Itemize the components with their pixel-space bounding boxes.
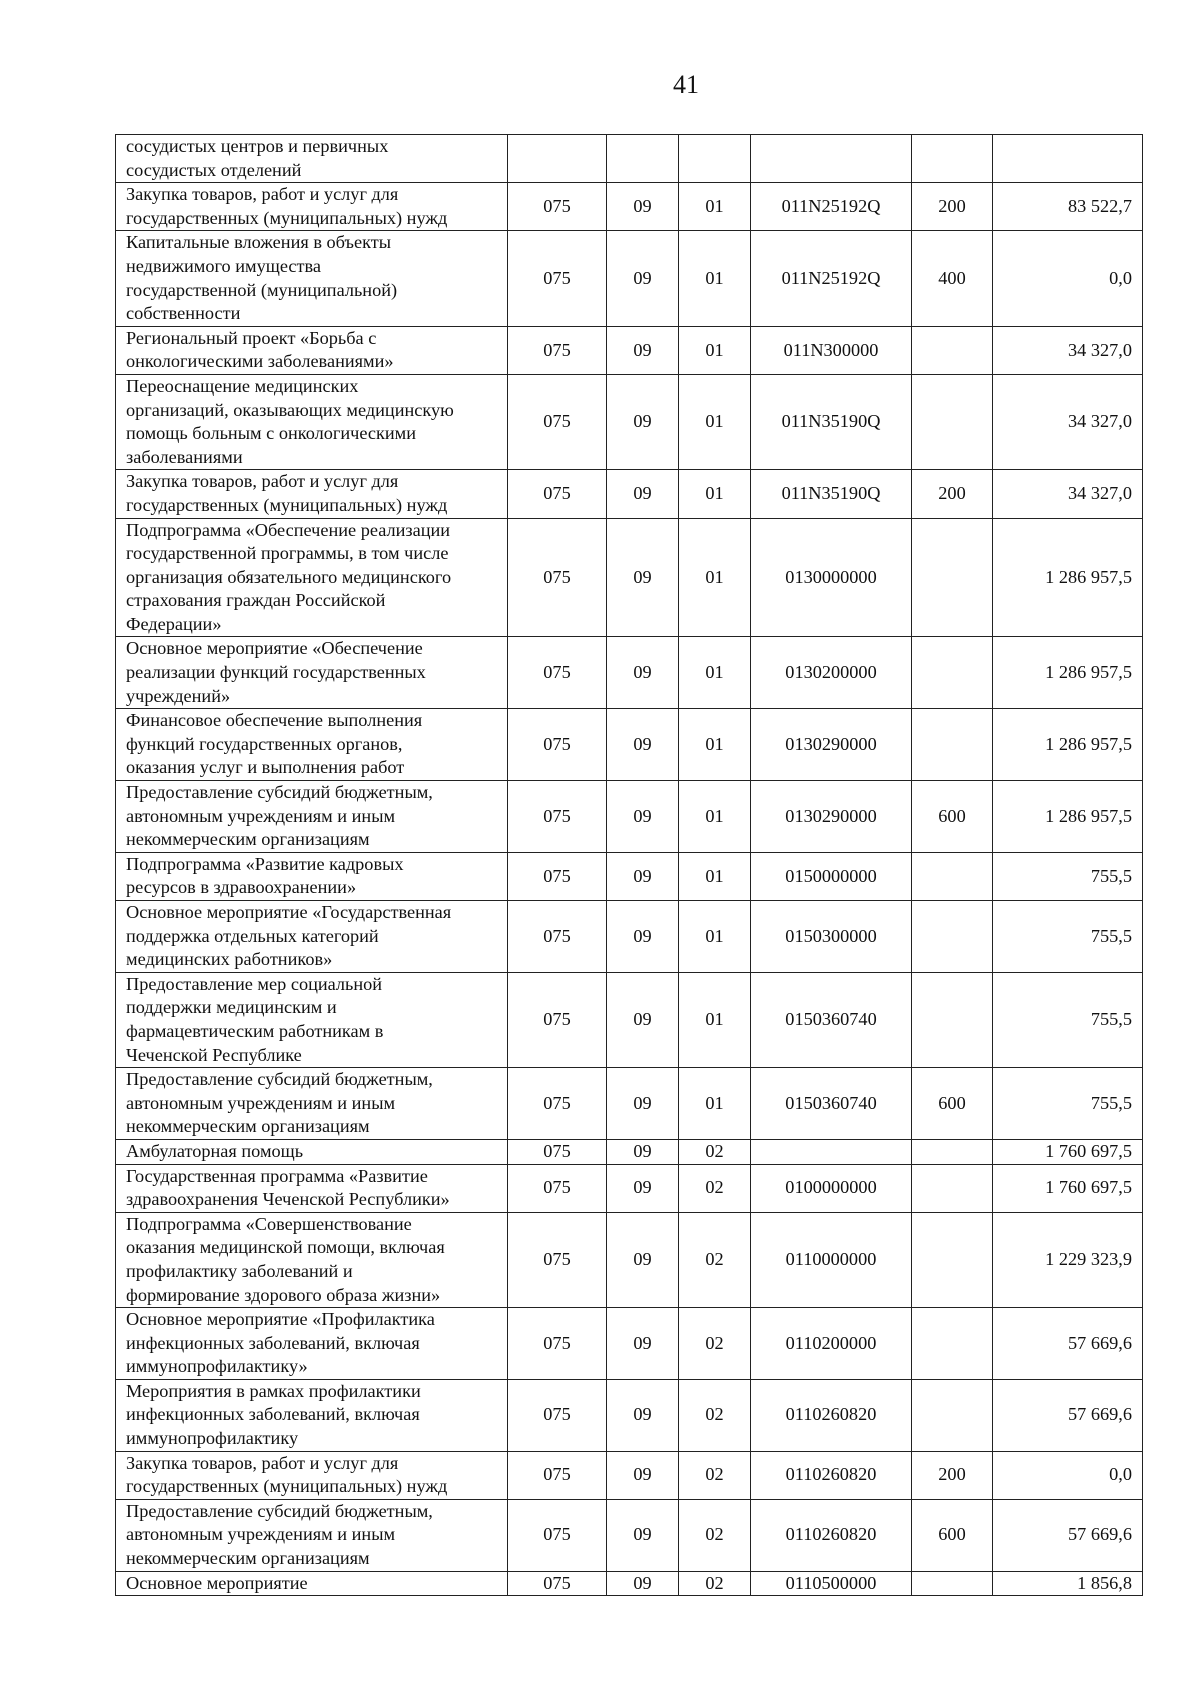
row-rz-cell: 09: [607, 709, 679, 781]
row-pr-cell: 02: [679, 1451, 751, 1499]
row-vr-cell: 200: [912, 470, 993, 518]
row-vr-cell: [912, 637, 993, 709]
row-rz-cell: 09: [607, 183, 679, 231]
row-csr-cell: 0130200000: [751, 637, 912, 709]
row-vr-cell: [912, 1308, 993, 1380]
row-name-cell: Государственная программа «Развитие здравоохранения Чеченской Республики»: [116, 1164, 508, 1212]
table-row: [116, 1451, 1143, 1499]
row-name-cell: Подпрограмма «Обеспечение реализации государственной программы, в том числе организация обязательного медицинского страхования граждан Российской Федерации»: [116, 518, 508, 637]
row-sum-cell: 755,5: [993, 901, 1143, 973]
row-csr-cell: 011N300000: [751, 326, 912, 374]
row-csr-cell: 0110000000: [751, 1212, 912, 1307]
table-row: [116, 518, 1143, 637]
row-pr-cell: 01: [679, 637, 751, 709]
row-rz-cell: 09: [607, 1308, 679, 1380]
row-vr-cell: [912, 1164, 993, 1212]
row-ved-cell: 075: [508, 1499, 607, 1571]
row-name-cell: Мероприятия в рамках профилактики инфекционных заболеваний, включая иммунопрофилактику: [116, 1379, 508, 1451]
row-ved-cell: 075: [508, 518, 607, 637]
row-name-cell: Переоснащение медицинских организаций, оказывающих медицинскую помощь больным с онкологическими заболеваниями: [116, 374, 508, 469]
row-pr-cell: 01: [679, 518, 751, 637]
row-pr-cell: 02: [679, 1212, 751, 1307]
row-vr-cell: [912, 709, 993, 781]
row-ved-cell: 075: [508, 1308, 607, 1380]
row-csr-cell: 0130000000: [751, 518, 912, 637]
row-rz-cell: 09: [607, 1379, 679, 1451]
budget-table: [115, 134, 1143, 1596]
row-ved-cell: 075: [508, 781, 607, 853]
row-vr-cell: [912, 1571, 993, 1596]
table-row: [116, 1308, 1143, 1380]
row-rz-cell: 09: [607, 374, 679, 469]
row-sum-cell: 34 327,0: [993, 374, 1143, 469]
row-sum-cell: 57 669,6: [993, 1379, 1143, 1451]
row-vr-cell: [912, 518, 993, 637]
row-sum-cell: [993, 135, 1143, 183]
row-vr-cell: [912, 1379, 993, 1451]
row-pr-cell: 01: [679, 781, 751, 853]
row-csr-cell: [751, 1139, 912, 1164]
row-rz-cell: 09: [607, 231, 679, 326]
row-csr-cell: 0110260820: [751, 1451, 912, 1499]
row-rz-cell: 09: [607, 1451, 679, 1499]
row-name-cell: Капитальные вложения в объекты недвижимого имущества государственной (муниципальной) собственности: [116, 231, 508, 326]
row-rz-cell: 09: [607, 470, 679, 518]
table-row: [116, 1499, 1143, 1571]
table-row: [116, 1139, 1143, 1164]
row-name-cell: Основное мероприятие «Обеспечение реализации функций государственных учреждений»: [116, 637, 508, 709]
row-sum-cell: 1 760 697,5: [993, 1139, 1143, 1164]
row-sum-cell: 0,0: [993, 1451, 1143, 1499]
row-name-cell: Закупка товаров, работ и услуг для государственных (муниципальных) нужд: [116, 470, 508, 518]
row-rz-cell: 09: [607, 518, 679, 637]
row-csr-cell: 0150360740: [751, 972, 912, 1067]
row-name-cell: Закупка товаров, работ и услуг для государственных (муниципальных) нужд: [116, 183, 508, 231]
row-sum-cell: 34 327,0: [993, 470, 1143, 518]
table-row: [116, 1068, 1143, 1140]
row-sum-cell: 34 327,0: [993, 326, 1143, 374]
row-ved-cell: 075: [508, 1139, 607, 1164]
row-pr-cell: 01: [679, 326, 751, 374]
row-csr-cell: 0130290000: [751, 781, 912, 853]
row-name-cell: Финансовое обеспечение выполнения функций государственных органов, оказания услуг и выполнения работ: [116, 709, 508, 781]
row-rz-cell: 09: [607, 326, 679, 374]
row-pr-cell: 01: [679, 183, 751, 231]
row-sum-cell: 755,5: [993, 972, 1143, 1067]
row-csr-cell: 011N25192Q: [751, 231, 912, 326]
table-row: [116, 470, 1143, 518]
row-pr-cell: 02: [679, 1139, 751, 1164]
table-row: [116, 374, 1143, 469]
table-row: [116, 1379, 1143, 1451]
row-ved-cell: 075: [508, 637, 607, 709]
table-row: [116, 1212, 1143, 1307]
row-rz-cell: 09: [607, 1212, 679, 1307]
row-name-cell: Подпрограмма «Развитие кадровых ресурсов в здравоохранении»: [116, 852, 508, 900]
row-vr-cell: [912, 326, 993, 374]
row-vr-cell: [912, 1212, 993, 1307]
row-rz-cell: 09: [607, 1571, 679, 1596]
row-csr-cell: [751, 135, 912, 183]
row-rz-cell: 09: [607, 972, 679, 1067]
table-row: [116, 972, 1143, 1067]
row-rz-cell: 09: [607, 1068, 679, 1140]
table-row: [116, 781, 1143, 853]
table-row: [116, 852, 1143, 900]
row-vr-cell: 600: [912, 1499, 993, 1571]
row-vr-cell: [912, 1139, 993, 1164]
table-row: [116, 709, 1143, 781]
row-csr-cell: 0110200000: [751, 1308, 912, 1380]
budget-table-body: [116, 135, 1143, 1596]
row-sum-cell: 83 522,7: [993, 183, 1143, 231]
row-sum-cell: 1 856,8: [993, 1571, 1143, 1596]
row-vr-cell: [912, 374, 993, 469]
table-row: [116, 135, 1143, 183]
row-pr-cell: 01: [679, 470, 751, 518]
row-sum-cell: 1 286 957,5: [993, 781, 1143, 853]
row-rz-cell: [607, 135, 679, 183]
row-csr-cell: 0110260820: [751, 1499, 912, 1571]
row-sum-cell: 1 229 323,9: [993, 1212, 1143, 1307]
row-pr-cell: 01: [679, 231, 751, 326]
row-ved-cell: 075: [508, 374, 607, 469]
row-sum-cell: 755,5: [993, 1068, 1143, 1140]
table-row: [116, 183, 1143, 231]
row-rz-cell: 09: [607, 1164, 679, 1212]
row-vr-cell: [912, 135, 993, 183]
row-ved-cell: 075: [508, 972, 607, 1067]
row-pr-cell: 01: [679, 374, 751, 469]
row-csr-cell: 0110260820: [751, 1379, 912, 1451]
row-sum-cell: 0,0: [993, 231, 1143, 326]
row-rz-cell: 09: [607, 1139, 679, 1164]
row-name-cell: Региональный проект «Борьба с онкологическими заболеваниями»: [116, 326, 508, 374]
row-csr-cell: 0150000000: [751, 852, 912, 900]
row-csr-cell: 011N35190Q: [751, 470, 912, 518]
row-pr-cell: 01: [679, 901, 751, 973]
page-number: 41: [673, 70, 699, 99]
row-vr-cell: [912, 901, 993, 973]
row-pr-cell: 02: [679, 1164, 751, 1212]
row-name-cell: сосудистых центров и первичных сосудистых отделений: [116, 135, 508, 183]
row-vr-cell: 200: [912, 1451, 993, 1499]
row-ved-cell: [508, 135, 607, 183]
row-csr-cell: 0150360740: [751, 1068, 912, 1140]
row-name-cell: Предоставление субсидий бюджетным, автономным учреждениям и иным некоммерческим организациям: [116, 1499, 508, 1571]
row-ved-cell: 075: [508, 326, 607, 374]
row-pr-cell: 01: [679, 852, 751, 900]
row-ved-cell: 075: [508, 1571, 607, 1596]
row-ved-cell: 075: [508, 901, 607, 973]
row-ved-cell: 075: [508, 852, 607, 900]
row-csr-cell: 0100000000: [751, 1164, 912, 1212]
row-name-cell: Предоставление субсидий бюджетным, автономным учреждениям и иным некоммерческим организациям: [116, 1068, 508, 1140]
row-vr-cell: 400: [912, 231, 993, 326]
row-vr-cell: 200: [912, 183, 993, 231]
row-name-cell: Предоставление субсидий бюджетным, автономным учреждениям и иным некоммерческим организациям: [116, 781, 508, 853]
row-pr-cell: 02: [679, 1379, 751, 1451]
row-name-cell: Предоставление мер социальной поддержки медицинским и фармацевтическим работникам в Чеченской Республике: [116, 972, 508, 1067]
row-pr-cell: 02: [679, 1499, 751, 1571]
row-rz-cell: 09: [607, 781, 679, 853]
row-name-cell: Подпрограмма «Совершенствование оказания медицинской помощи, включая профилактику заболеваний и формирование здорового образа жизни»: [116, 1212, 508, 1307]
row-name-cell: Основное мероприятие «Профилактика инфекционных заболеваний, включая иммунопрофилактику»: [116, 1308, 508, 1380]
table-row: [116, 637, 1143, 709]
row-sum-cell: 1 286 957,5: [993, 637, 1143, 709]
row-sum-cell: 57 669,6: [993, 1499, 1143, 1571]
row-vr-cell: 600: [912, 1068, 993, 1140]
row-pr-cell: 01: [679, 709, 751, 781]
row-rz-cell: 09: [607, 852, 679, 900]
row-ved-cell: 075: [508, 709, 607, 781]
row-sum-cell: 1 760 697,5: [993, 1164, 1143, 1212]
table-row: [116, 1164, 1143, 1212]
row-csr-cell: 011N25192Q: [751, 183, 912, 231]
row-ved-cell: 075: [508, 1068, 607, 1140]
row-sum-cell: 57 669,6: [993, 1308, 1143, 1380]
row-ved-cell: 075: [508, 470, 607, 518]
row-sum-cell: 1 286 957,5: [993, 709, 1143, 781]
row-name-cell: Закупка товаров, работ и услуг для государственных (муниципальных) нужд: [116, 1451, 508, 1499]
row-name-cell: Основное мероприятие «Государственная поддержка отдельных категорий медицинских работников»: [116, 901, 508, 973]
row-rz-cell: 09: [607, 637, 679, 709]
row-csr-cell: 0150300000: [751, 901, 912, 973]
row-ved-cell: 075: [508, 1379, 607, 1451]
row-vr-cell: 600: [912, 781, 993, 853]
table-row: [116, 231, 1143, 326]
row-csr-cell: 0130290000: [751, 709, 912, 781]
row-vr-cell: [912, 852, 993, 900]
table-row: [116, 901, 1143, 973]
row-csr-cell: 011N35190Q: [751, 374, 912, 469]
row-pr-cell: [679, 135, 751, 183]
row-name-cell: Основное мероприятие: [116, 1571, 508, 1596]
row-ved-cell: 075: [508, 183, 607, 231]
row-ved-cell: 075: [508, 1164, 607, 1212]
row-sum-cell: 1 286 957,5: [993, 518, 1143, 637]
row-vr-cell: [912, 972, 993, 1067]
row-ved-cell: 075: [508, 231, 607, 326]
row-csr-cell: 0110500000: [751, 1571, 912, 1596]
row-name-cell: Амбулаторная помощь: [116, 1139, 508, 1164]
row-pr-cell: 01: [679, 1068, 751, 1140]
row-pr-cell: 02: [679, 1571, 751, 1596]
row-rz-cell: 09: [607, 1499, 679, 1571]
table-row: [116, 1571, 1143, 1596]
row-sum-cell: 755,5: [993, 852, 1143, 900]
row-pr-cell: 01: [679, 972, 751, 1067]
row-ved-cell: 075: [508, 1212, 607, 1307]
table-row: [116, 326, 1143, 374]
row-rz-cell: 09: [607, 901, 679, 973]
row-ved-cell: 075: [508, 1451, 607, 1499]
row-pr-cell: 02: [679, 1308, 751, 1380]
